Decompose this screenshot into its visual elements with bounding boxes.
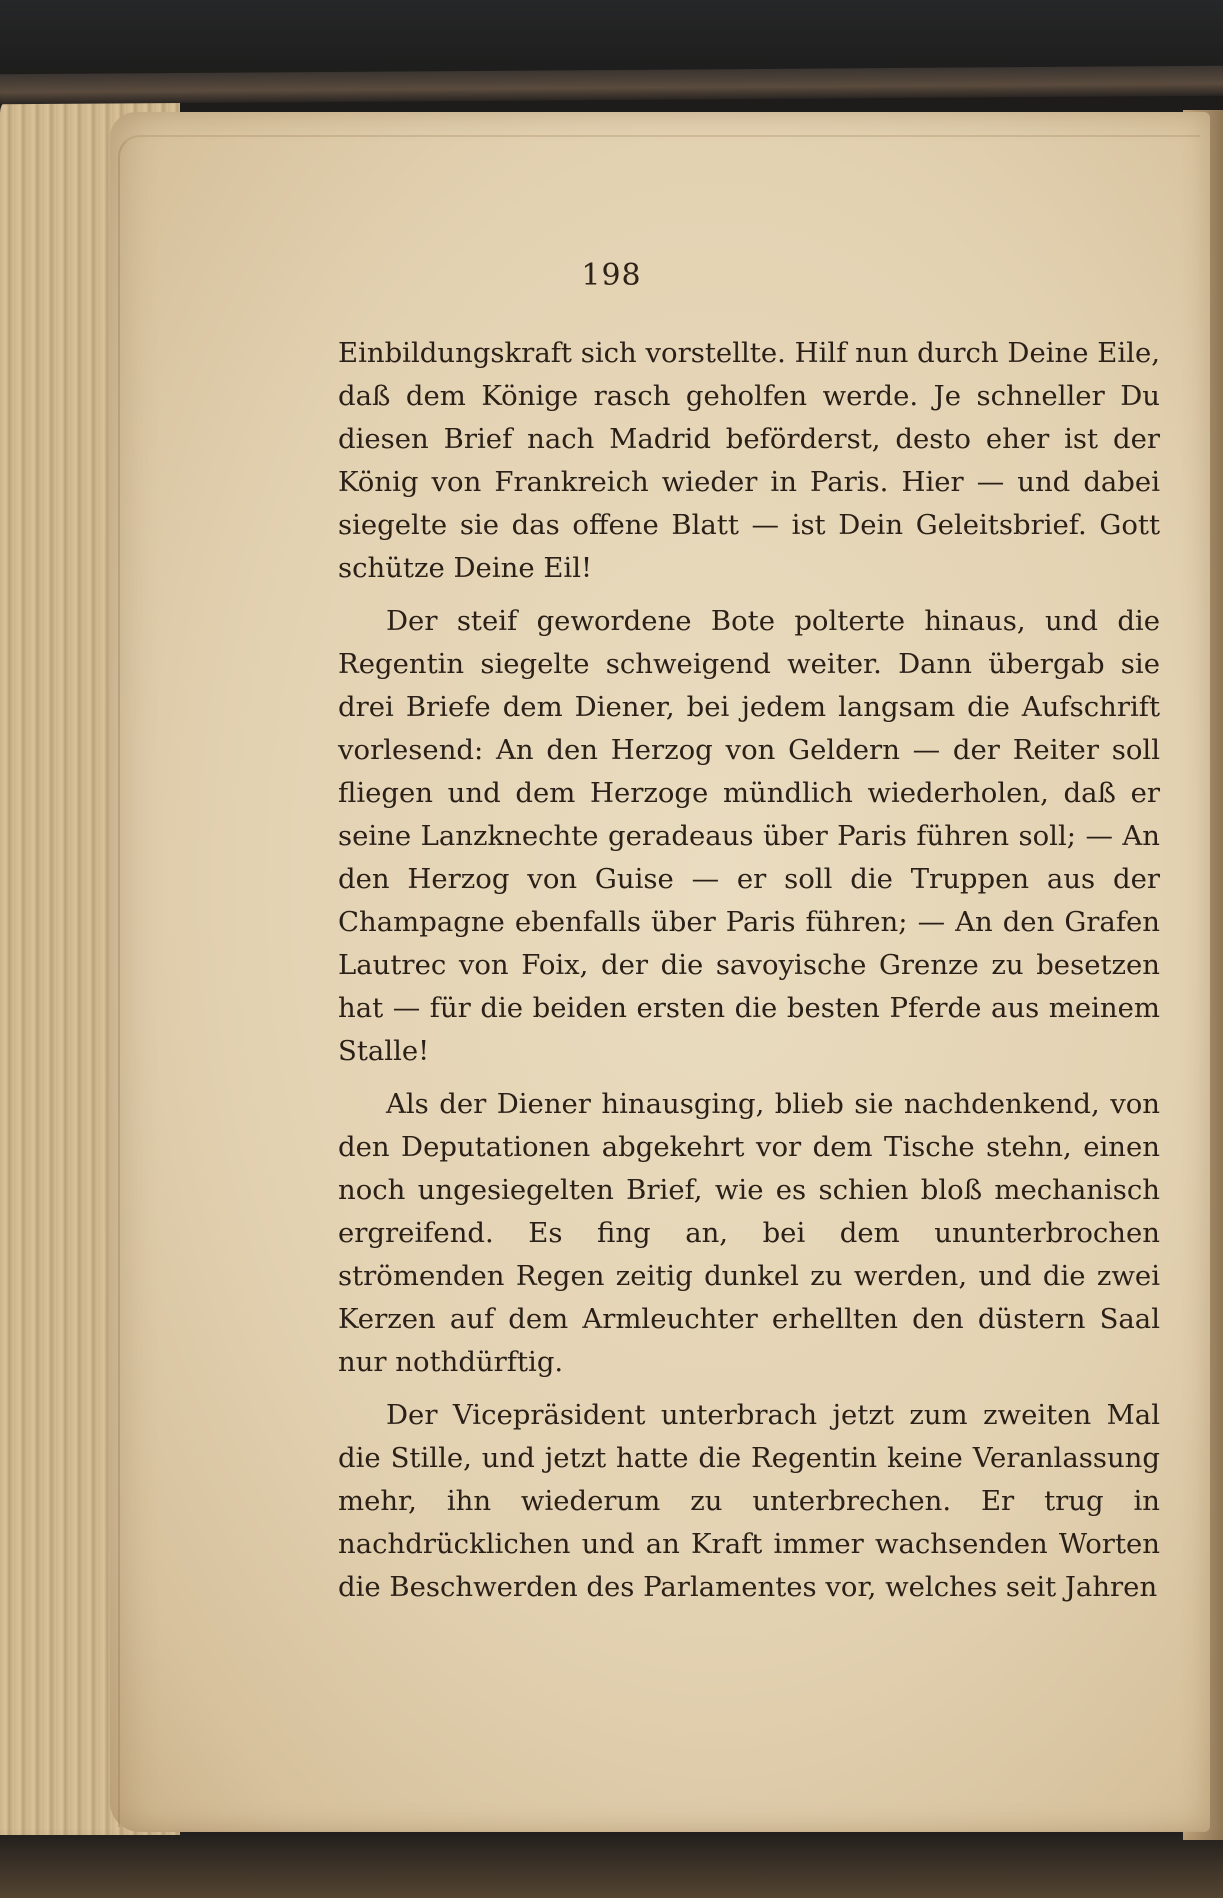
paragraph-3: Als der Diener hinausging, blieb sie nachdenkend, von den Deputationen abgekehrt vor dem Tische stehn, einen noch ungesiegelten Brief, wie es schien bloß mechanisch ergreifend. Es fing an, bei dem ununterbrochen strömenden Regen zeitig dunkel zu werden, und die zwei Kerzen auf dem Armleuchter erhellten den düstern Saal nur nothdürftig. <box>338 1088 1160 1378</box>
paragraph-2: Der steif gewordene Bote polterte hinaus, und die Regentin siegelte schweigend weiter. Dann übergab sie drei Briefe dem Diener, bei jedem langsam die Aufschrift vorlesend: An den Herzog von Geldern — der Reiter soll fliegen und dem Herzoge mündlich wiederholen, daß er seine Lanzknechte geradeaus über Paris führen soll; — An den Herzog von Guise — er soll die Truppen aus der Champagne ebenfalls über Paris führen; — An den Grafen Lautrec von Foix, der die savoyische Grenze zu besetzen hat — für die beiden ersten die besten Pferde aus meinem Stalle! <box>338 605 1160 1067</box>
paragraph-4: Der Vicepräsident unterbrach jetzt zum zweiten Mal die Stille, und jetzt hatte die Regentin keine Veranlassung mehr, ihn wiederum zu unterbrechen. Er trug in nachdrücklichen und an Kraft immer wachsenden Worten die Beschwerden des Parlamentes vor, welches seit Jahren <box>338 1399 1160 1603</box>
bottom-shadow <box>0 1828 1223 1898</box>
body-text <box>338 332 1160 1619</box>
page-number: 198 <box>581 258 642 293</box>
paragraph-1: Einbildungskraft sich vorstellte. Hilf nun durch Deine Eile, daß dem Könige rasch geholfen werde. Je schneller Du diesen Brief nach Madrid beförderst, desto eher ist der König von Frankreich wieder in Paris. Hier — und dabei siegelte sie das offene Blatt — ist Dein Geleitsbrief. Gott schütze Deine Eil! <box>338 337 1160 584</box>
